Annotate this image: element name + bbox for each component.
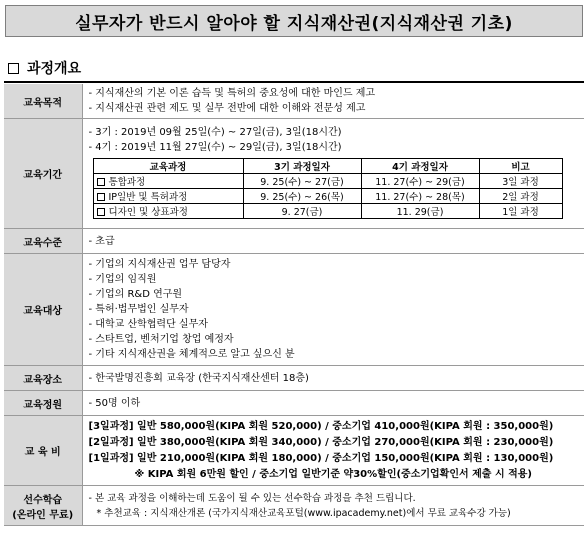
fee-line: [3일과정] 일반 580,000원(KIPA 회원 520,000) / 중소기업 410,000원(KIPA 회원 : 350,000원)	[88, 420, 554, 432]
schedule-course: IP일반 및 특허과정	[108, 192, 188, 203]
schedule-header: 비고	[479, 159, 562, 174]
fee-line: [1일과정] 일반 210,000원(KIPA 회원 180,000) / 중소기업 150,000원(KIPA 회원 : 130,000원)	[88, 452, 554, 464]
row-venue	[4, 366, 584, 391]
content-period	[82, 119, 584, 229]
schedule-header: 3기 과정일자	[243, 159, 361, 174]
period-line: - 3기 : 2019년 09월 25일(수) ~ 27일(금), 3일(18시간)	[88, 127, 342, 138]
row-prelearning	[4, 486, 584, 526]
label-level: 교육수준	[4, 229, 82, 254]
section-heading	[8, 58, 81, 78]
section-rule	[4, 81, 584, 83]
period-line: - 4기 : 2019년 11월 27일(수) ~ 29일(금), 3일(18시간)	[88, 142, 342, 153]
overview-table	[4, 84, 584, 526]
schedule-note: 3일 과정	[479, 174, 562, 189]
schedule-table	[93, 158, 563, 219]
schedule-course: 디자인 및 상표과정	[108, 207, 188, 218]
schedule-gen4: 11. 27(수) ~ 29(금)	[361, 174, 479, 189]
content-prelearning	[82, 486, 584, 526]
schedule-header: 4기 과정일자	[361, 159, 479, 174]
schedule-header: 교육과정	[93, 159, 243, 174]
row-capacity	[4, 391, 584, 416]
objective-line: - 지식재산의 기본 이론 습득 및 특허의 중요성에 대한 마인드 제고	[88, 88, 376, 99]
content-objective	[82, 84, 584, 119]
section-heading-text: 과정개요	[27, 61, 82, 77]
schedule-row	[93, 174, 562, 189]
checkbox-icon	[97, 193, 105, 201]
target-line: - 기업의 지식재산권 업무 담당자	[88, 259, 231, 270]
row-target	[4, 254, 584, 366]
label-venue: 교육장소	[4, 366, 82, 391]
target-line: - 기업의 임직원	[88, 274, 157, 285]
label-period: 교육기간	[4, 119, 82, 229]
schedule-note: 1일 과정	[479, 204, 562, 219]
level-line: - 초급	[88, 235, 115, 247]
content-capacity	[82, 391, 584, 416]
row-fee	[4, 416, 584, 486]
label-prelearning	[4, 486, 82, 526]
target-line: - 기타 지식재산권을 체계적으로 알고 싶으신 분	[88, 349, 295, 360]
venue-line: - 한국발명진흥회 교육장 (한국지식재산센터 18층)	[88, 372, 309, 384]
schedule-row	[93, 204, 562, 219]
row-level	[4, 229, 584, 254]
fee-discount-note: ※ KIPA 회원 6만원 할인 / 중소기업 일반기준 약30%할인(중소기업확인서 제출 시 적용)	[134, 468, 532, 480]
schedule-gen4: 11. 27(수) ~ 28(목)	[361, 189, 479, 204]
schedule-gen3: 9. 27(금)	[243, 204, 361, 219]
schedule-row	[93, 189, 562, 204]
content-target	[82, 254, 584, 366]
label-prelearning-line2: (온라인 무료)	[12, 509, 74, 521]
schedule-course-cell	[93, 174, 243, 189]
capacity-line: - 50명 이하	[88, 397, 141, 409]
checkbox-icon	[97, 208, 105, 216]
schedule-course-cell	[93, 189, 243, 204]
target-line: - 특허·법무법인 실무자	[88, 304, 189, 315]
schedule-gen4: 11. 29(금)	[361, 204, 479, 219]
schedule-course-cell	[93, 204, 243, 219]
fee-line: [2일과정] 일반 380,000원(KIPA 회원 340,000) / 중소기업 270,000원(KIPA 회원 : 230,000원)	[88, 436, 554, 448]
target-line: - 대학교 산학협력단 실무자	[88, 319, 208, 330]
label-fee: 교 육 비	[4, 416, 82, 486]
content-fee	[82, 416, 584, 486]
target-line: - 기업의 R&D 연구원	[88, 289, 183, 300]
objective-line: - 지식재산권 관련 제도 및 실무 전반에 대한 이해와 전문성 제고	[88, 103, 366, 114]
label-capacity: 교육정원	[4, 391, 82, 416]
schedule-header-row	[93, 159, 562, 174]
prelearning-recommend: * 추천교육 : 지식재산개론 (국가지식재산교육포털(www.ipacademy.net)에서 무료 교육수강 가능)	[96, 507, 511, 519]
schedule-gen3: 9. 25(수) ~ 26(목)	[243, 189, 361, 204]
page-title: 실무자가 반드시 알아야 할 지식재산권(지식재산권 기초)	[5, 5, 583, 37]
label-objective: 교육목적	[4, 84, 82, 119]
checkbox-icon	[97, 178, 105, 186]
square-bullet-icon	[8, 63, 19, 74]
schedule-note: 2일 과정	[479, 189, 562, 204]
target-line: - 스타트업, 벤처기업 창업 예정자	[88, 334, 234, 345]
label-target: 교육대상	[4, 254, 82, 366]
label-prelearning-line1: 선수학습	[23, 494, 63, 506]
content-level	[82, 229, 584, 254]
row-period	[4, 119, 584, 229]
row-objective	[4, 84, 584, 119]
schedule-course: 통합과정	[108, 177, 146, 188]
schedule-gen3: 9. 25(수) ~ 27(금)	[243, 174, 361, 189]
prelearning-line: - 본 교육 과정을 이해하는데 도움이 될 수 있는 선수학습 과정을 추천 드립니다.	[88, 492, 416, 504]
content-venue	[82, 366, 584, 391]
